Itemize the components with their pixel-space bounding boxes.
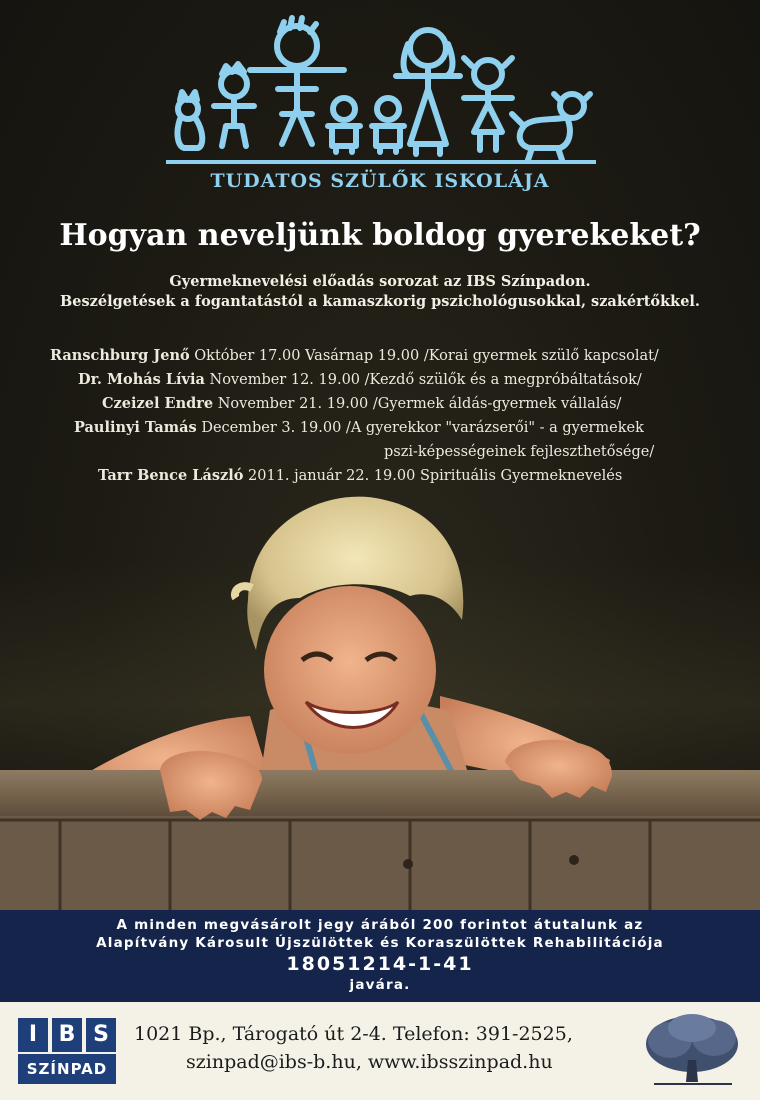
schedule-row [74,417,644,439]
schedule-row [78,369,642,391]
schedule-row [50,345,659,367]
intro-line-2: Beszélgetések a fogantatástól a kamaszkorig pszichológusokkal, szakértőkkel. [60,293,700,310]
speaker-name: Tarr Bence László [98,467,244,484]
logo-letter: I [18,1018,48,1052]
logo-letter: B [52,1018,82,1052]
schedule-row-continuation: pszi-képességeinek fejleszthetősége/ [384,444,655,460]
logo-letter: S [86,1018,116,1052]
schedule-row [102,393,621,415]
event-details: December 3. 19.00 /A gyerekkor "varázserői" - a gyermekek [201,420,644,436]
donation-line-1: A minden megvásárolt jegy árából 200 forintot átutalunk az [116,917,644,933]
stick-figure-family-icon [160,14,600,174]
event-details: November 21. 19.00 /Gyermek áldás-gyermek vállalás/ [217,396,622,412]
tree-icon [640,1010,744,1092]
child-at-dock-photo [0,480,760,910]
event-details: 2011. január 22. 19.00 Spirituális Gyermeknevelés [248,468,623,484]
speaker-name: Paulinyi Tamás [74,419,197,436]
contact-line: szinpad@ibs-b.hu, www.ibsszinpad.hu [186,1051,553,1073]
donation-banner [0,910,760,1002]
logo-word: SZÍNPAD [18,1054,116,1084]
footer [0,1002,760,1100]
headline: Hogyan neveljünk boldog gyerekeket? [59,218,701,253]
contact-info [134,1020,573,1076]
donation-line-3: javára. [349,977,411,993]
event-details: Október 17.00 Vasárnap 19.00 /Korai gyermek szülő kapcsolat/ [194,348,659,364]
address-line: 1021 Bp., Tárogató út 2-4. Telefon: 391-2525, [134,1023,573,1045]
donation-line-2: Alapítvány Károsult Újszülöttek és Koraszülöttek Rehabilitációja [96,935,664,951]
intro-text [0,272,760,312]
donation-account-number: 18051214-1-41 [286,953,474,975]
ibs-szinpad-logo [18,1018,116,1084]
intro-line-1: Gyermeknevelési előadás sorozat az IBS Színpadon. [169,273,591,290]
speaker-name: Ranschburg Jenő [50,347,190,364]
speaker-name: Dr. Mohás Lívia [78,371,205,388]
speaker-name: Czeizel Endre [102,395,214,412]
logo-title: TUDATOS SZÜLŐK ISKOLÁJA [210,170,550,192]
event-details: November 12. 19.00 /Kezdő szülők és a megpróbáltatások/ [209,372,642,388]
